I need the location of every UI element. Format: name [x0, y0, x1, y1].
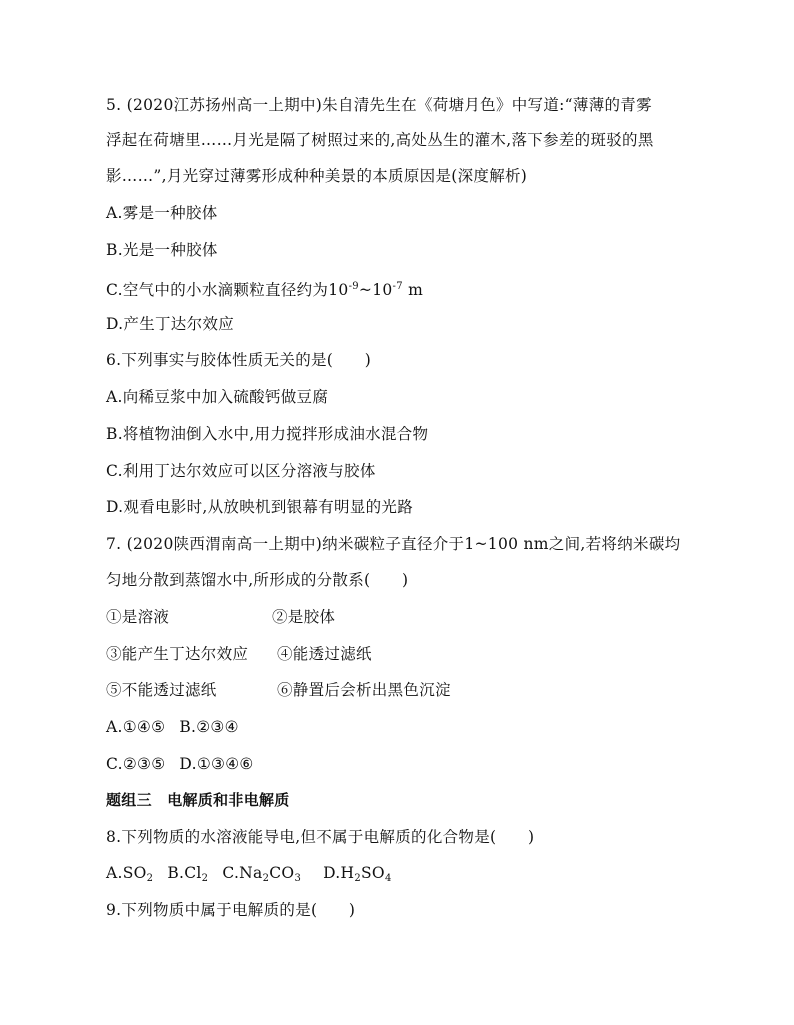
q8-option-c-mid: CO: [269, 864, 295, 882]
q7-statements-row-3: [106, 680, 451, 700]
q8-option-d-sub1: 2: [354, 873, 362, 884]
q7-option-c: C.②③⑤: [106, 755, 166, 773]
q5-line-1: 5. (2020江苏扬州高一上期中)朱自清先生在《荷塘月色》中写道:“薄薄的青雾: [106, 96, 652, 114]
q7-statement-4: ④能透过滤纸: [277, 645, 372, 663]
q7-statement-2: ②是胶体: [272, 608, 336, 626]
q8-option-a-text: A.SO: [106, 864, 147, 882]
q5-line-3: 影……”,月光穿过薄雾形成种种美景的本质原因是(深度解析): [106, 167, 528, 185]
q8-option-d: [323, 864, 392, 882]
q8-option-a-sub: 2: [146, 873, 154, 884]
q8-options: [106, 863, 392, 889]
q5-option-c-text: C.空气中的小水滴颗粒直径约为10: [106, 281, 349, 299]
q7-line-2: 匀地分散到蒸馏水中,所形成的分散系( ): [106, 571, 409, 589]
q7-statement-6: ⑥静置后会析出黑色沉淀: [277, 681, 451, 699]
q6-option-d: D.观看电影时,从放映机到银幕有明显的光路: [106, 498, 414, 516]
q7-option-d: D.①③④⑥: [179, 755, 254, 773]
q5-option-c-exp1: -9: [348, 281, 359, 292]
q5-option-c-mid: ~10: [358, 281, 393, 299]
q6-option-b: B.将植物油倒入水中,用力搅拌形成油水混合物: [106, 425, 429, 443]
q5-option-c: [106, 277, 423, 300]
q8-option-c-text: C.Na: [222, 864, 263, 882]
q8-option-d-sub2: 4: [384, 873, 392, 884]
q8-option-c: [222, 864, 301, 882]
q8-option-d-mid: SO: [361, 864, 385, 882]
q5-option-b: B.光是一种胶体: [106, 241, 218, 259]
q8-option-a: [106, 864, 153, 882]
q8-option-b: [167, 864, 208, 882]
q8-option-c-sub2: 3: [294, 873, 302, 884]
q5-line-2: 浮起在荷塘里……月光是隔了树照过来的,高处丛生的灌木,落下参差的斑驳的黑: [106, 131, 654, 149]
q7-statement-1: ①是溶液: [106, 608, 170, 626]
q7-statements-row-2: [106, 644, 372, 664]
q8-option-b-text: B.Cl: [167, 864, 202, 882]
section-heading: 题组三 电解质和非电解质: [106, 791, 290, 809]
q8-option-b-sub: 2: [201, 873, 209, 884]
q7-statements-row-1: [106, 607, 336, 627]
q5-option-c-exp2: -7: [392, 281, 403, 292]
q5-option-c-unit: m: [402, 281, 424, 299]
q6-option-c: C.利用丁达尔效应可以区分溶液与胶体: [106, 462, 376, 480]
q7-option-b: B.②③④: [179, 718, 239, 736]
q9-stem: 9.下列物质中属于电解质的是( ): [106, 901, 356, 919]
q7-statement-3: ③能产生丁达尔效应: [106, 645, 249, 663]
q5-option-d: D.产生丁达尔效应: [106, 315, 235, 333]
q7-options-row-1: [106, 717, 239, 737]
q6-stem: 6.下列事实与胶体性质无关的是( ): [106, 351, 372, 369]
q8-option-c-sub1: 2: [262, 873, 270, 884]
q8-option-d-text: D.H: [323, 864, 355, 882]
q7-statement-5: ⑤不能透过滤纸: [106, 681, 217, 699]
q7-line-1: 7. (2020陕西渭南高一上期中)纳米碳粒子直径介于1~100 nm之间,若将纳米碳均: [106, 535, 681, 553]
q7-option-a: A.①④⑤: [106, 718, 166, 736]
q6-option-a: A.向稀豆浆中加入硫酸钙做豆腐: [106, 388, 329, 406]
q7-options-row-2: [106, 754, 254, 774]
q5-option-a: A.雾是一种胶体: [106, 204, 218, 222]
q8-stem: 8.下列物质的水溶液能导电,但不属于电解质的化合物是( ): [106, 828, 535, 846]
